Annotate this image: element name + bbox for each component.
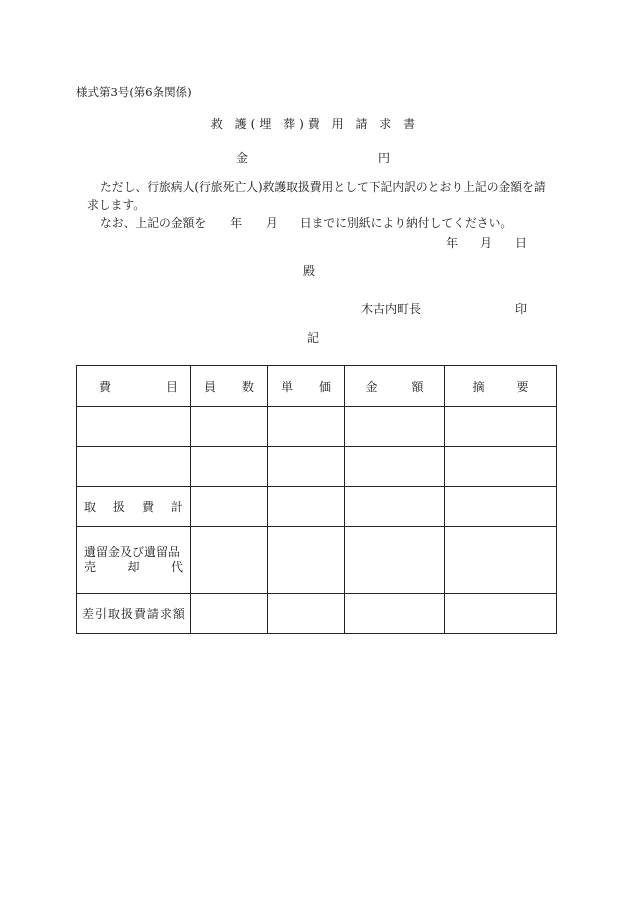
addressee-honorific: 殿	[303, 264, 316, 278]
header-count: 員 数	[191, 366, 268, 407]
row-label-belongings-sale: 遺留金及び遺留品 売 却 代	[77, 527, 191, 594]
paragraph-payment-deadline	[100, 216, 512, 230]
table-row-belongings-sale	[77, 527, 557, 594]
header-item: 費 目	[77, 366, 191, 407]
table-header-row	[77, 366, 557, 407]
deadline-text-part2: 日までに別紙により納付してください。	[299, 216, 513, 230]
row-label-net-claim: 差 引 取 扱 費 請 求 額	[77, 594, 191, 634]
table-row-handling-total	[77, 487, 557, 527]
header-amount: 金 額	[345, 366, 445, 407]
deadline-month-label: 月	[266, 216, 278, 230]
form-number: 様式第3号(第6条関係)	[76, 85, 192, 99]
paragraph-claim-line1: ただし、行旅病人(行旅死亡人)救護取扱費用として下記内訳のとおり上記の金額を請	[100, 180, 546, 194]
issue-date-month: 月	[480, 236, 493, 250]
issue-date-year: 年	[446, 236, 459, 250]
table-row	[77, 407, 557, 447]
header-remarks: 摘 要	[445, 366, 557, 407]
amount-yen-label: 円	[378, 151, 391, 165]
header-unit-price: 単 価	[268, 366, 345, 407]
issue-date-day: 日	[515, 236, 528, 250]
seal-mark: 印	[515, 302, 528, 316]
cost-breakdown-table	[76, 365, 557, 634]
deadline-year-label: 年	[230, 216, 242, 230]
ki-heading: 記	[307, 331, 320, 345]
amount-kin-label: 金	[236, 151, 249, 165]
table-row-net-claim	[77, 594, 557, 634]
table-row	[77, 447, 557, 487]
deadline-text-part1: なお、上記の金額を	[100, 216, 207, 230]
document-title: 救 護(埋 葬)費 用 請 求 書	[210, 117, 420, 131]
issuer-name: 木古内町長	[361, 302, 422, 316]
paragraph-claim-line2: 求します。	[87, 198, 146, 212]
row-label-handling-total: 取 扱 費 計	[77, 487, 191, 527]
